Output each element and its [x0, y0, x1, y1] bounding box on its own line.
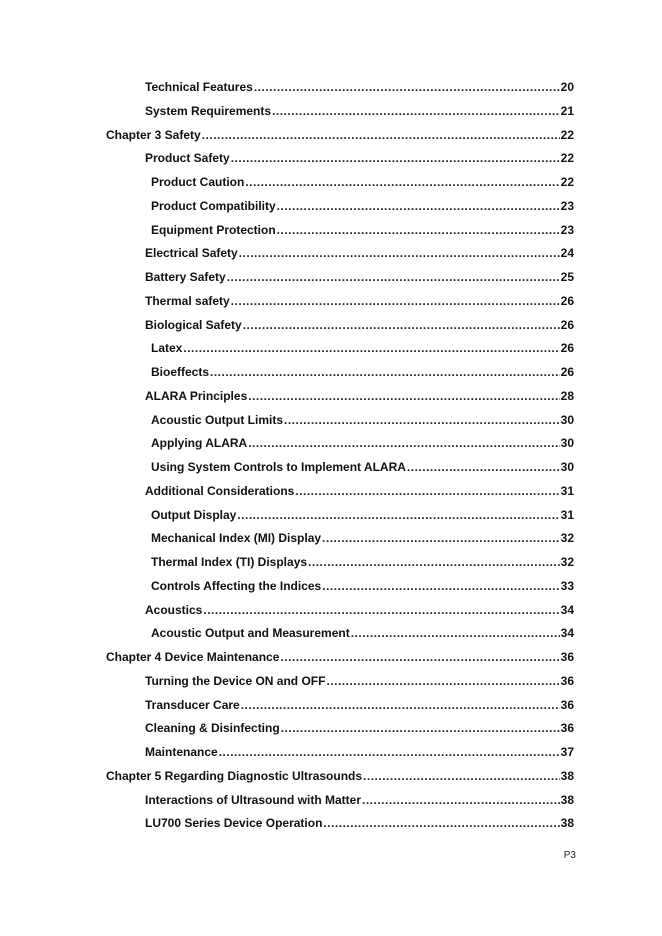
dot-leader — [326, 674, 559, 688]
toc-entry[interactable] — [151, 436, 574, 452]
toc-entry-title: Electrical Safety — [145, 246, 238, 261]
toc-entry[interactable] — [151, 508, 574, 524]
toc-entry-title: Turning the Device ON and OFF — [145, 673, 326, 688]
toc-entry-page: 26 — [560, 317, 574, 332]
toc-entry-page: 25 — [560, 270, 574, 284]
toc-entry-page: 31 — [560, 483, 574, 498]
toc-entry-page: 24 — [560, 246, 574, 261]
dot-leader — [231, 151, 560, 165]
dot-leader — [295, 484, 559, 498]
dot-leader — [272, 104, 560, 118]
dot-leader — [277, 199, 560, 213]
toc-entry[interactable] — [145, 246, 574, 262]
dot-leader — [227, 270, 560, 284]
toc-entry-page: 22 — [560, 127, 574, 142]
toc-entry[interactable] — [151, 223, 574, 239]
toc-entry-page: 38 — [560, 792, 574, 807]
toc-entry[interactable] — [106, 769, 574, 785]
toc-entry[interactable] — [106, 650, 574, 666]
toc-entry-title: Additional Considerations — [145, 483, 295, 498]
toc-entry[interactable] — [145, 603, 574, 619]
toc-entry-title: System Requirements — [145, 103, 272, 118]
dot-leader — [237, 508, 559, 522]
toc-entry[interactable] — [145, 294, 574, 310]
toc-entry-title: Thermal Index (TI) Displays — [151, 555, 308, 569]
dot-leader — [245, 175, 559, 189]
toc-entry[interactable] — [151, 531, 574, 547]
toc-entry[interactable] — [145, 80, 574, 96]
dot-leader — [243, 318, 560, 332]
toc-entry-title: Acoustics — [145, 602, 203, 617]
dot-leader — [183, 341, 559, 355]
dot-leader — [280, 650, 559, 664]
toc-entry-page: 31 — [560, 507, 574, 522]
toc-entry[interactable] — [151, 341, 574, 357]
toc-entry-page: 30 — [560, 436, 574, 451]
dot-leader — [308, 555, 560, 569]
page-number: P3 — [563, 850, 576, 861]
toc-entry-title: Latex — [151, 341, 183, 356]
toc-entry-title: Chapter 5 Regarding Diagnostic Ultrasounds — [106, 768, 363, 783]
toc-entry-page: 21 — [560, 103, 574, 118]
toc-entry-title: Acoustic Output Limits — [151, 412, 283, 427]
toc-entry[interactable] — [151, 413, 574, 429]
dot-leader — [281, 721, 560, 735]
toc-entry-title: ALARA Principles — [145, 388, 248, 403]
toc-entry-title: Equipment Protection — [151, 222, 276, 237]
toc-entry[interactable] — [145, 389, 574, 405]
toc-entry-title: Thermal safety — [145, 293, 230, 308]
dot-leader — [362, 793, 560, 807]
toc-entry[interactable] — [145, 484, 574, 500]
toc-entry-title: Battery Safety — [145, 270, 226, 284]
toc-entry-page: 36 — [560, 650, 574, 664]
dot-leader — [203, 603, 559, 617]
toc-entry-page: 20 — [560, 80, 574, 94]
toc-entry-title: Chapter 3 Safety — [106, 127, 201, 142]
toc-entry-title: Biological Safety — [145, 317, 242, 332]
toc-entry-page: 36 — [560, 673, 574, 688]
dot-leader — [407, 460, 560, 474]
dot-leader — [239, 246, 560, 260]
toc-entry-page: 26 — [560, 293, 574, 308]
toc-entry[interactable] — [145, 745, 574, 761]
toc-entry-page: 34 — [560, 602, 574, 617]
toc-entry-page: 22 — [560, 175, 574, 189]
toc-entry-page: 26 — [560, 365, 574, 379]
toc-entry-title: Bioeffects — [151, 365, 210, 379]
toc-entry-title: Maintenance — [145, 745, 218, 759]
toc-entry-page: 23 — [560, 222, 574, 237]
toc-entry-title: Transducer Care — [145, 697, 240, 712]
toc-entry-page: 37 — [560, 745, 574, 759]
toc-entry-title: Controls Affecting the Indices — [151, 578, 322, 593]
toc-entry-page: 22 — [560, 151, 574, 166]
toc-entry-page: 30 — [560, 412, 574, 427]
toc-entry-page: 34 — [560, 626, 574, 641]
toc-entry-page: 32 — [560, 555, 574, 569]
toc-entry[interactable] — [151, 175, 574, 191]
toc-entry[interactable] — [151, 626, 574, 642]
toc-entry[interactable] — [145, 104, 574, 120]
toc-entry[interactable] — [145, 793, 574, 809]
toc-entry-page: 32 — [560, 531, 574, 546]
toc-entry-page: 28 — [560, 388, 574, 403]
toc-entry-title: Applying ALARA — [151, 436, 248, 451]
toc-entry-title: Using System Controls to Implement ALARA — [151, 460, 406, 474]
toc-entry-title: LU700 Series Device Operation — [145, 816, 323, 831]
toc-entry[interactable] — [151, 579, 574, 595]
toc-entry-title: Mechanical Index (MI) Display — [151, 531, 322, 546]
toc-entry[interactable] — [145, 674, 574, 690]
dot-leader — [322, 579, 559, 593]
toc-entry[interactable] — [145, 151, 574, 167]
toc-entry-page: 33 — [560, 578, 574, 593]
dot-leader — [363, 769, 560, 783]
dot-leader — [277, 223, 560, 237]
toc-entry-page: 36 — [560, 721, 574, 736]
toc-entry-page: 23 — [560, 198, 574, 213]
toc-entry[interactable] — [106, 128, 574, 144]
dot-leader — [254, 80, 560, 94]
toc-entry-title: Product Caution — [151, 175, 245, 189]
dot-leader — [210, 365, 560, 379]
toc-entry-title: Acoustic Output and Measurement — [151, 626, 350, 641]
dot-leader — [219, 745, 560, 759]
toc-entry-page: 26 — [560, 341, 574, 356]
toc-entry[interactable] — [145, 816, 574, 832]
toc-entry-title: Product Compatibility — [151, 198, 276, 213]
toc-entry-title: Output Display — [151, 507, 237, 522]
toc-entry-page: 38 — [560, 816, 574, 831]
toc-entry-page: 38 — [560, 768, 574, 783]
toc-entry-page: 30 — [560, 460, 574, 474]
toc-entry[interactable] — [145, 270, 574, 286]
toc-entry[interactable] — [151, 460, 574, 476]
toc-entry[interactable] — [151, 365, 574, 381]
toc-entry[interactable] — [151, 199, 574, 215]
toc-entry-title: Cleaning & Disinfecting — [145, 721, 280, 736]
dot-leader — [231, 294, 560, 308]
dot-leader — [322, 531, 560, 545]
toc-entry-title: Technical Features — [145, 80, 253, 94]
toc-entry-page: 36 — [560, 697, 574, 712]
dot-leader — [202, 128, 560, 142]
toc-entry[interactable] — [145, 721, 574, 737]
dot-leader — [241, 698, 560, 712]
toc-entry[interactable] — [151, 555, 574, 571]
toc-entry-title: Product Safety — [145, 151, 230, 166]
dot-leader — [284, 413, 560, 427]
dot-leader — [248, 389, 559, 403]
toc-entry-title: Interactions of Ultrasound with Matter — [145, 792, 362, 807]
dot-leader — [248, 436, 559, 450]
toc-entry[interactable] — [145, 318, 574, 334]
toc-entry-title: Chapter 4 Device Maintenance — [106, 650, 280, 664]
dot-leader — [351, 626, 560, 640]
dot-leader — [323, 816, 559, 830]
toc-entry[interactable] — [145, 698, 574, 714]
